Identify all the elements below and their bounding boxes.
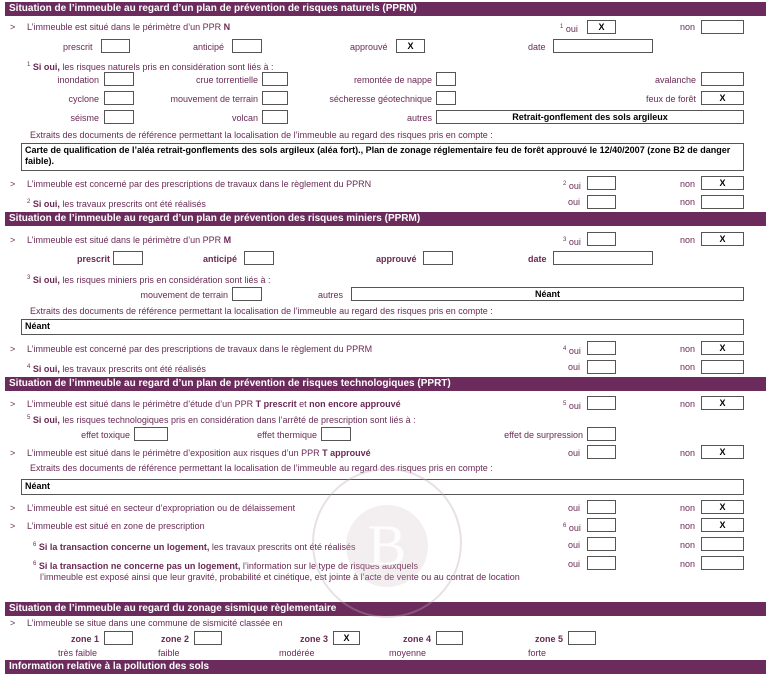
pprn-non-checkbox[interactable] — [701, 20, 744, 34]
risk-cyclone-checkbox[interactable] — [104, 91, 134, 105]
zone-5-checkbox[interactable] — [568, 631, 596, 645]
pprt-non-logement-line2: l’immeuble est exposé ainsi que leur gravité, probabilité et cinétique, est jointe à l’acte de vente ou au contrat de location — [40, 572, 520, 582]
pprm-anticipe-checkbox[interactable] — [244, 251, 274, 265]
pprt-log-non-checkbox[interactable] — [701, 537, 744, 551]
zone-1-label: zone 1 — [71, 634, 100, 644]
pprt-risques-intro: $^5$ Si oui, les risques technologiques pris en considération dans l’arrêté de prescription sont liés à : — [27, 415, 416, 425]
pprn-approuve-checkbox[interactable]: X — [396, 39, 425, 53]
pprt-exposition-label: L’immeuble est situé dans le périmètre d’exposition aux risques d’un PPR T approuvé — [27, 448, 371, 458]
pprn-date-label: date — [528, 42, 546, 52]
pprm-autres-field[interactable]: Néant — [351, 287, 744, 301]
pprn-perimetre-label: L’immeuble est situé dans le périmètre d’un PPR N — [27, 22, 231, 32]
pprm-extraits-label: Extraits des documents de référence permettant la localisation de l’immeuble au regard des risques pris en compte : — [30, 306, 493, 316]
pprt-prescription-zone-label: L’immeuble est situé en zone de prescription — [27, 521, 205, 531]
risk-crue-label: crue torrentielle — [195, 75, 258, 85]
pprt-logement-label: $^6$ Si la transaction concerne un logement, les travaux prescrits ont été réalisés — [33, 542, 356, 552]
pprm-prescrit-label: prescrit — [77, 254, 111, 264]
pprm-non-checkbox[interactable]: X — [701, 232, 744, 246]
zone-3-desc: modérée — [279, 648, 315, 658]
bullet-arrow: > — [10, 448, 16, 458]
risk-volcan-checkbox[interactable] — [262, 110, 288, 124]
pprt-expo-non-label: non — [680, 448, 696, 458]
pprm-perimetre-label: L’immeuble est situé dans le périmètre d’un PPR M — [27, 235, 232, 245]
pprt-nlog-oui-label: oui — [568, 559, 581, 569]
pprm-mouvement-checkbox[interactable] — [232, 287, 262, 301]
pprt-expo-non-checkbox[interactable]: X — [701, 445, 744, 459]
pprm-date-label: date — [528, 254, 547, 264]
pprn-travaux-label: $^2$ Si oui, les travaux prescrits ont été réalisés — [27, 199, 206, 209]
pprn-oui-label: $^1$ oui — [560, 24, 578, 34]
risk-avalanche-checkbox[interactable] — [701, 72, 744, 86]
pprm-date-field[interactable] — [553, 251, 653, 265]
pprt-thermique-checkbox[interactable] — [321, 427, 351, 441]
pprt-etude-non-checkbox[interactable]: X — [701, 396, 744, 410]
pprm-presc-oui-checkbox[interactable] — [587, 341, 616, 355]
pprt-thermique-label: effet thermique — [257, 430, 317, 440]
pprm-prescriptions-label: L’immeuble est concerné par des prescriptions de travaux dans le règlement du PPRM — [27, 344, 373, 354]
pprm-autres-label: autres — [318, 290, 344, 300]
pprt-non-logement-label: $^6$ Si la transaction ne concerne pas un logement, l’information sur le type de risques auxquels — [33, 561, 419, 571]
zone-2-desc: faible — [158, 648, 180, 658]
pprm-prescrit-checkbox[interactable] — [113, 251, 143, 265]
pprt-expropriation-label: L’immeuble est situé en secteur d’expropriation ou de délaissement — [27, 503, 296, 513]
pprn-presc-oui-checkbox[interactable] — [587, 176, 616, 190]
pprt-expo-oui-label: oui — [568, 448, 581, 458]
bullet-arrow: > — [10, 503, 16, 513]
pprt-extraits-field[interactable]: Néant — [21, 479, 744, 495]
pprm-travaux-label: $^4$ Si oui, les travaux prescrits ont été réalisés — [27, 364, 206, 374]
pprt-toxique-checkbox[interactable] — [134, 427, 168, 441]
pprt-nlog-oui-checkbox[interactable] — [587, 556, 616, 570]
bullet-arrow: > — [10, 618, 16, 628]
pprt-etude-oui-label: $^5$ oui — [563, 401, 581, 411]
zone-3-checkbox[interactable]: X — [333, 631, 360, 645]
pprm-mouvement-label: mouvement de terrain — [140, 290, 228, 300]
pprn-oui-checkbox[interactable]: X — [587, 20, 616, 34]
pprm-oui-checkbox[interactable] — [587, 232, 616, 246]
section-header-sismique: Situation de l’immeuble au regard du zonage sismique règlementaire — [5, 602, 766, 616]
zone-1-desc: très faible — [58, 648, 98, 658]
zone-5-desc: forte — [528, 648, 547, 658]
pprn-anticipe-checkbox[interactable] — [232, 39, 262, 53]
pprm-approuve-checkbox[interactable] — [423, 251, 453, 265]
pprm-presc-oui-label: $^4$ oui — [563, 346, 581, 356]
pprm-extraits-field[interactable]: Néant — [21, 319, 744, 335]
risk-secheresse-checkbox[interactable] — [436, 91, 456, 105]
pprt-etude-oui-checkbox[interactable] — [587, 396, 616, 410]
risk-remontee-checkbox[interactable] — [436, 72, 456, 86]
risk-mouvement-label: mouvement de terrain — [170, 94, 258, 104]
pprm-trav-non-label: non — [680, 362, 696, 372]
pprt-surpression-label: effet de surpression — [504, 430, 583, 440]
risk-volcan-label: volcan — [231, 113, 258, 123]
risk-autres-label: autres — [406, 113, 432, 123]
pprm-non-label: non — [680, 235, 696, 245]
pprn-risques-intro: $^1$ Si oui, les risques naturels pris en considération sont liés à : — [27, 62, 274, 72]
section-header-pollution: Information relative à la pollution des sols — [5, 660, 766, 674]
section-header-pprt: Situation de l’immeuble au regard d’un plan de prévention de risques technologiques (PPRT) — [5, 377, 766, 391]
pprt-etude-label: L’immeuble est situé dans le périmètre d’étude d’un PPR T prescrit et non encore approuvé — [27, 399, 401, 409]
pprt-expro-oui-label: oui — [568, 503, 581, 513]
pprm-anticipe-label: anticipé — [203, 254, 238, 264]
pprn-trav-oui-checkbox[interactable] — [587, 195, 616, 209]
pprn-prescriptions-label: L’immeuble est concerné par des prescriptions de travaux dans le règlement du PPRN — [27, 179, 372, 189]
watermark-logo-letter: B — [346, 505, 428, 587]
pprt-nlog-non-checkbox[interactable] — [701, 556, 744, 570]
pprt-expro-non-label: non — [680, 503, 696, 513]
pprm-trav-oui-label: oui — [568, 362, 581, 372]
pprn-anticipe-label: anticipé — [193, 42, 225, 52]
pprt-log-oui-checkbox[interactable] — [587, 537, 616, 551]
bullet-arrow: > — [10, 399, 16, 409]
risk-avalanche-label: avalanche — [654, 75, 696, 85]
risk-feux-label: feux de forêt — [645, 94, 696, 104]
pprn-autres-field[interactable]: Retrait-gonflement des sols argileux — [436, 110, 744, 124]
zone-3-label: zone 3 — [300, 634, 329, 644]
pprm-approuve-label: approuvé — [376, 254, 417, 264]
pprt-log-oui-label: oui — [568, 540, 581, 550]
pprm-risques-intro: $^3$ Si oui, les risques miniers pris en considération sont liés à : — [27, 275, 271, 285]
pprm-presc-non-label: non — [680, 344, 696, 354]
pprm-oui-label: $^3$ oui — [563, 237, 581, 247]
pprn-prescrit-checkbox[interactable] — [101, 39, 130, 53]
section-header-pprm: Situation de l’immeuble au regard d’un plan de prévention des risques miniers (PPRM) — [5, 212, 766, 226]
pprn-approuve-label: approuvé — [350, 42, 388, 52]
pprt-etude-non-label: non — [680, 399, 696, 409]
pprt-toxique-label: effet toxique — [81, 430, 130, 440]
pprm-presc-non-checkbox[interactable]: X — [701, 341, 744, 355]
pprt-extraits-label: Extraits des documents de référence permettant la localisation de l’immeuble au regard des risques pris en compte : — [30, 463, 493, 473]
pprt-zone-non-checkbox[interactable]: X — [701, 518, 744, 532]
pprt-expro-non-checkbox[interactable]: X — [701, 500, 744, 514]
pprn-trav-non-checkbox[interactable] — [701, 195, 744, 209]
pprt-zone-oui-checkbox[interactable] — [587, 518, 616, 532]
pprn-extraits-field[interactable]: Carte de qualification de l’aléa retrait-gonflements des sols argileux (aléa fort)., Plan de zonage réglementaire feu de forêt approuvé le 12/40/2007 (zone B2 de danger faible). — [21, 143, 744, 171]
risk-inondation-label: inondation — [57, 75, 99, 85]
risk-seisme-checkbox[interactable] — [104, 110, 134, 124]
pprt-zone-non-label: non — [680, 521, 696, 531]
bullet-arrow: > — [10, 521, 16, 531]
pprn-extraits-label: Extraits des documents de référence permettant la localisation de l’immeuble au regard des risques pris en compte : — [30, 130, 493, 140]
pprn-presc-oui-label: $^2$ oui — [563, 181, 581, 191]
pprm-trav-oui-checkbox[interactable] — [587, 360, 616, 374]
zone-5-label: zone 5 — [535, 634, 564, 644]
risk-mouvement-checkbox[interactable] — [262, 91, 288, 105]
pprn-presc-non-checkbox[interactable]: X — [701, 176, 744, 190]
pprt-nlog-non-label: non — [680, 559, 696, 569]
risk-crue-checkbox[interactable] — [262, 72, 288, 86]
pprm-trav-non-checkbox[interactable] — [701, 360, 744, 374]
pprn-date-field[interactable] — [553, 39, 653, 53]
zone-4-label: zone 4 — [403, 634, 432, 644]
risk-cyclone-label: cyclone — [68, 94, 99, 104]
bullet-arrow: > — [10, 179, 16, 189]
pprn-trav-non-label: non — [680, 197, 696, 207]
pprn-presc-non-label: non — [680, 179, 696, 189]
pprn-prescrit-label: prescrit — [63, 42, 93, 52]
risk-secheresse-label: sécheresse géotechnique — [329, 94, 432, 104]
zone-1-checkbox[interactable] — [104, 631, 133, 645]
zone-2-checkbox[interactable] — [194, 631, 222, 645]
pprt-surpression-checkbox[interactable] — [587, 427, 616, 441]
risk-seisme-label: séisme — [70, 113, 99, 123]
zone-4-checkbox[interactable] — [436, 631, 463, 645]
zone-2-label: zone 2 — [161, 634, 190, 644]
bullet-arrow: > — [10, 235, 16, 245]
risk-inondation-checkbox[interactable] — [104, 72, 134, 86]
bullet-arrow: > — [10, 22, 16, 32]
sismique-intro-label: L’immeuble se situe dans une commune de sismicité classée en — [27, 618, 283, 628]
pprn-trav-oui-label: oui — [568, 197, 581, 207]
section-header-pprn: Situation de l’immeuble au regard d’un plan de prévention de risques naturels (PPRN) — [5, 2, 766, 16]
pprt-zone-oui-label: $^6$ oui — [563, 523, 581, 533]
pprn-non-label: non — [680, 22, 696, 32]
pprt-log-non-label: non — [680, 540, 696, 550]
pprt-expo-oui-checkbox[interactable] — [587, 445, 616, 459]
pprt-expro-oui-checkbox[interactable] — [587, 500, 616, 514]
risk-remontee-label: remontée de nappe — [353, 75, 432, 85]
zone-4-desc: moyenne — [389, 648, 427, 658]
risk-feux-checkbox[interactable]: X — [701, 91, 744, 105]
bullet-arrow: > — [10, 344, 16, 354]
